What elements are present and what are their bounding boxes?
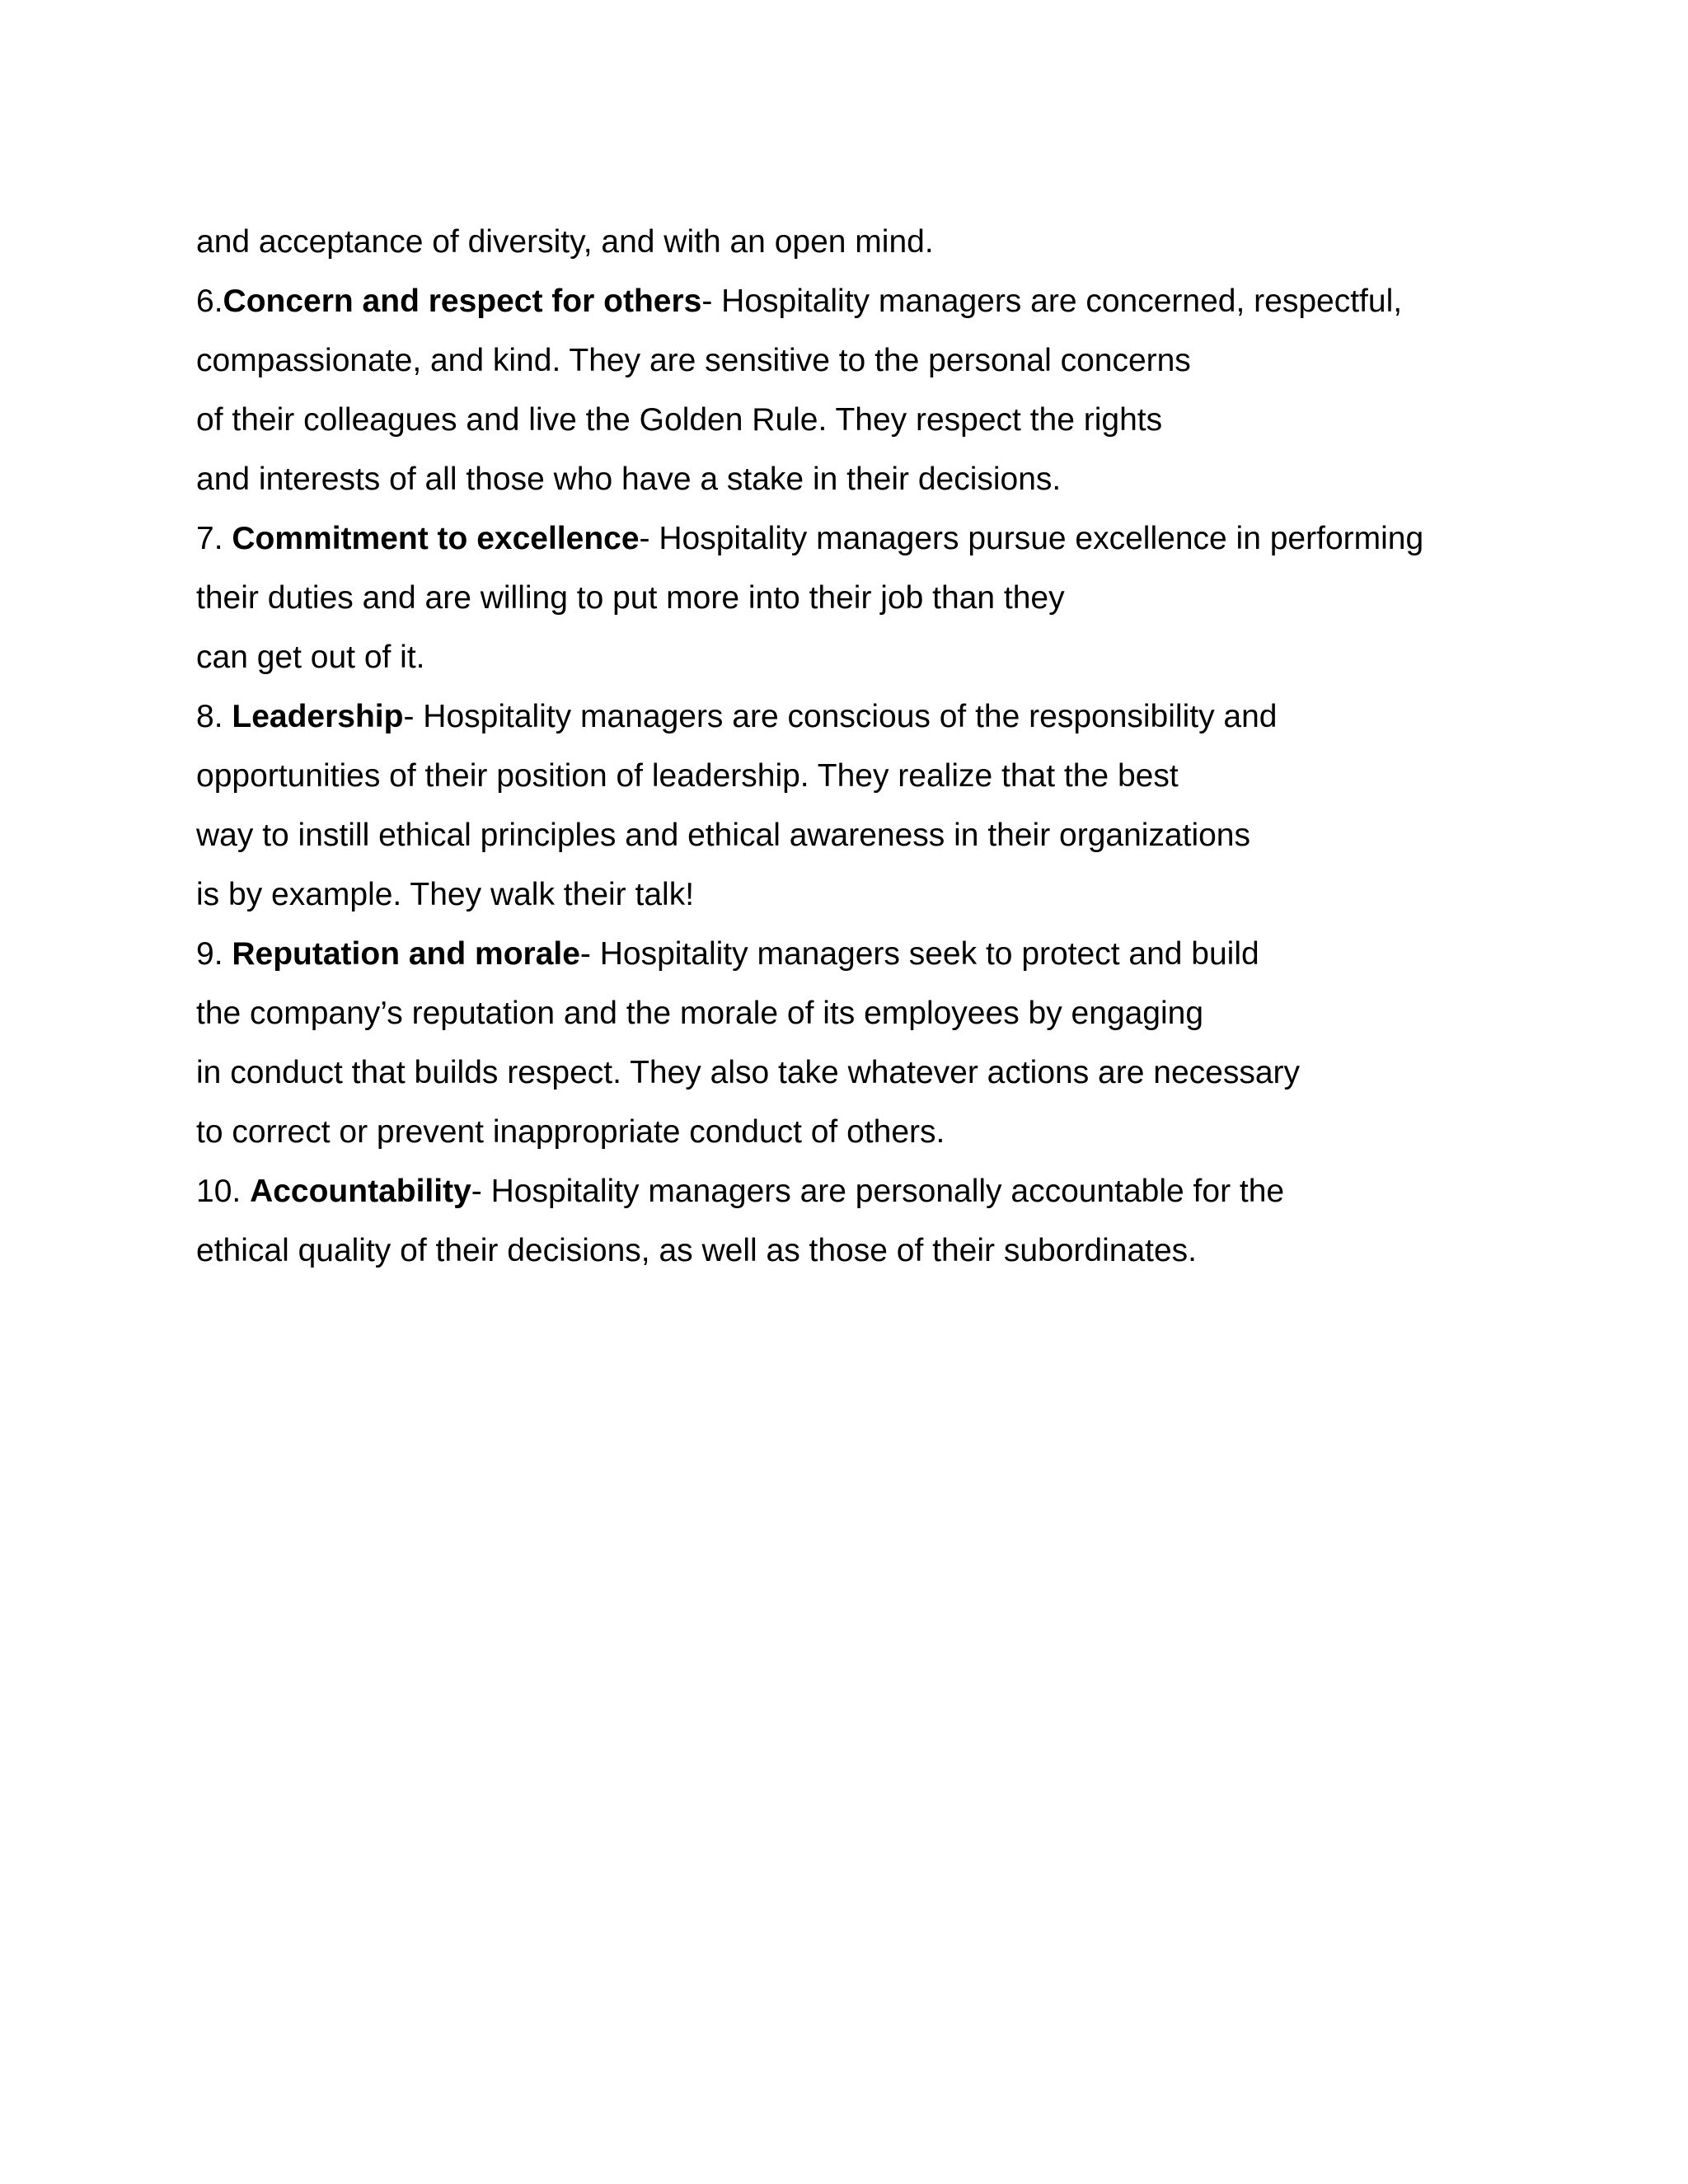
text-line: and acceptance of diversity, and with an open mind. <box>196 224 934 260</box>
item-text: - Hospitality managers are personally accountable for the <box>471 1174 1285 1209</box>
text-line: their duties and are willing to put more into their job than they <box>196 580 1065 616</box>
item-number: 9. <box>196 936 232 972</box>
text-line: of their colleagues and live the Golden Rule. They respect the rights <box>196 402 1163 438</box>
item-heading: Accountability <box>250 1174 471 1209</box>
item-text: - Hospitality managers are concerned, respectful, <box>701 284 1403 319</box>
text-line: in conduct that builds respect. They also take whatever actions are necessary <box>196 1055 1301 1090</box>
text-line: compassionate, and kind. They are sensitive to the personal concerns <box>196 343 1191 378</box>
text-line: ethical quality of their decisions, as well as those of their subordinates. <box>196 1233 1197 1268</box>
text-line: the company’s reputation and the morale of its employees by engaging <box>196 996 1204 1031</box>
item-number: 6. <box>196 284 223 319</box>
item-number: 7. <box>196 521 232 556</box>
text-line: is by example. They walk their talk! <box>196 877 695 912</box>
list-item-commitment-to-excellence <box>196 509 1515 569</box>
text-line: opportunities of their position of leadership. They realize that the best <box>196 758 1179 794</box>
text-line: and interests of all those who have a stake in their decisions. <box>196 462 1062 497</box>
list-item-leadership <box>196 687 1515 747</box>
item-number: 10. <box>196 1174 251 1209</box>
text-line: way to instill ethical principles and ethical awareness in their organizations <box>196 818 1251 853</box>
text-line: to correct or prevent inappropriate conduct of others. <box>196 1114 945 1150</box>
item-text: - Hospitality managers pursue excellence in performing <box>639 521 1424 556</box>
item-text: - Hospitality managers are conscious of the responsibility and <box>403 699 1278 734</box>
item-heading: Reputation and morale <box>232 936 580 972</box>
list-item-concern-and-respect <box>196 272 1515 331</box>
item-text: - Hospitality managers seek to protect and build <box>579 936 1259 972</box>
item-number: 8. <box>196 699 232 734</box>
item-heading: Concern and respect for others <box>223 284 702 319</box>
document-body <box>196 213 1515 1281</box>
list-item-reputation-and-morale <box>196 925 1515 984</box>
list-item-accountability <box>196 1162 1515 1221</box>
item-heading: Leadership <box>232 699 404 734</box>
text-line: can get out of it. <box>196 640 425 675</box>
item-heading: Commitment to excellence <box>232 521 640 556</box>
